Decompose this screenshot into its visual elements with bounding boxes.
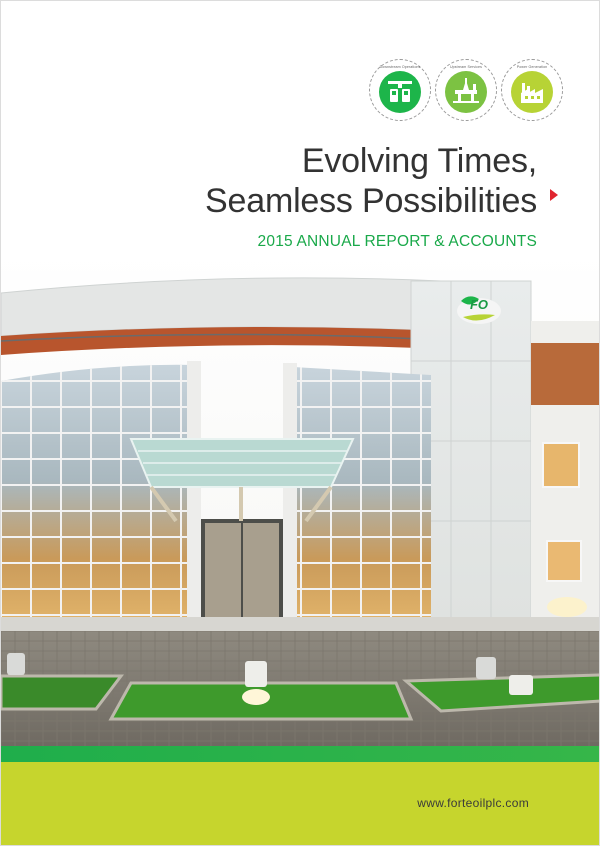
oil-rig-icon <box>451 78 481 106</box>
badge-caption: Upstream Services <box>449 65 483 69</box>
power-plant-icon <box>518 79 546 105</box>
title-line-2: Seamless Possibilities <box>205 182 537 220</box>
report-subtitle: 2015 ANNUAL REPORT & ACCOUNTS <box>257 233 537 250</box>
website-link[interactable]: www.forteoilplc.com <box>417 796 529 810</box>
division-badges <box>369 59 563 121</box>
badge-power <box>501 59 563 121</box>
report-title <box>205 141 537 221</box>
logo-text: FO <box>469 297 489 312</box>
badge-caption: Power Generation <box>516 65 548 69</box>
fuel-station-icon <box>386 79 414 105</box>
badge-upstream <box>435 59 497 121</box>
badge-caption: Downstream Operations <box>379 65 421 69</box>
green-stripe <box>1 746 600 762</box>
red-arrow-icon <box>550 189 558 201</box>
footer-band <box>1 762 600 846</box>
headquarters-photo <box>1 251 600 751</box>
badge-downstream <box>369 59 431 121</box>
title-line-1: Evolving Times, <box>301 142 537 180</box>
